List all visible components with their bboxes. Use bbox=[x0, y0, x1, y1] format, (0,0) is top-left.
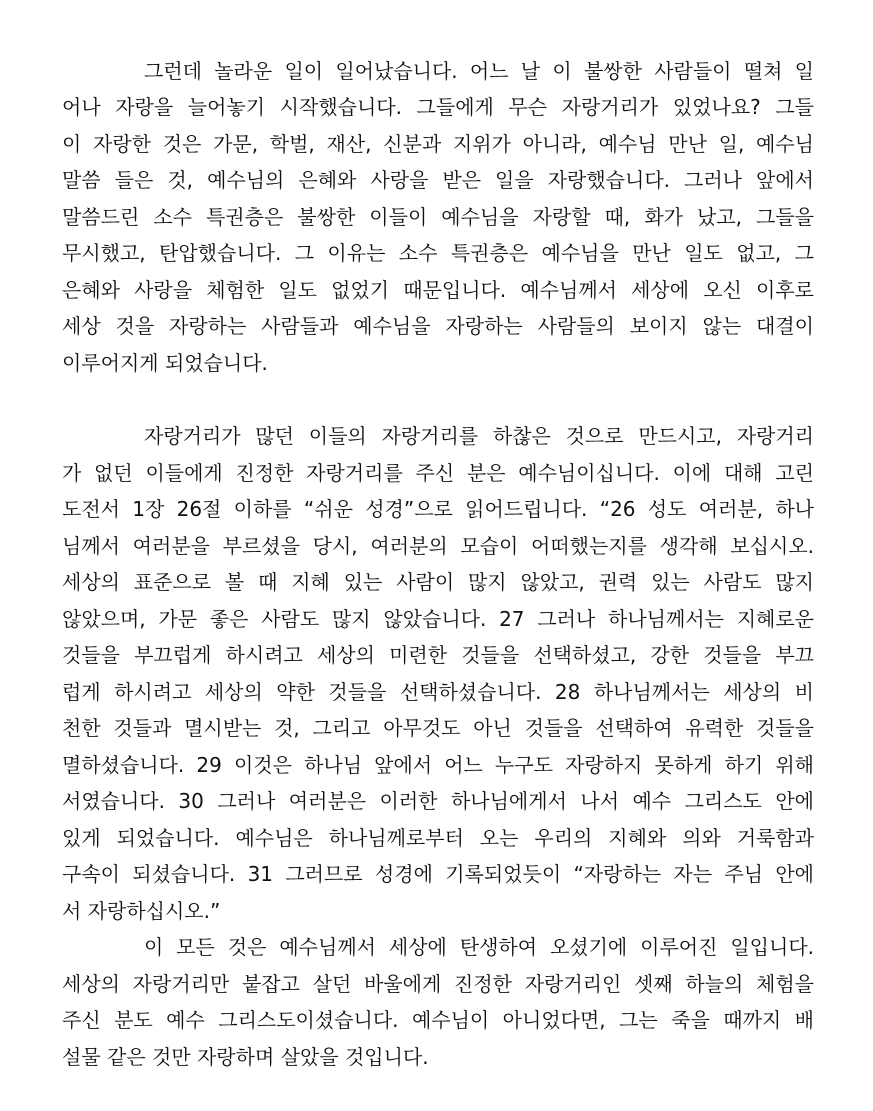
paragraph-3-line-2: 세상의 자랑거리만 붙잡고 살던 바울에게 진정한 자랑거리인 셋째 하늘의 체험을 bbox=[62, 972, 814, 996]
paragraph-1-line-5: 말씀드린 소수 특권층은 불쌍한 이들이 예수님을 자랑할 때, 화가 났고, 그들을 bbox=[62, 205, 814, 229]
paragraph-2-line-13: 구속이 되셨습니다. 31 그러므로 성경에 기록되었듯이 “자랑하는 자는 주님 안에 bbox=[62, 862, 814, 886]
paragraph-2-line-11: 서였습니다. 30 그러나 여러분은 이러한 하나님에게서 나서 예수 그리스도 안에 bbox=[62, 789, 814, 813]
paragraph-2-line-10: 멸하셨습니다. 29 이것은 하나님 앞에서 어느 누구도 자랑하지 못하게 하기 위해 bbox=[62, 753, 814, 777]
paragraph-1-line-7: 은혜와 사랑을 체험한 일도 없었기 때문입니다. 예수님께서 세상에 오신 이후로 bbox=[62, 278, 814, 302]
paragraph-2-line-2: 가 없던 이들에게 진정한 자랑거리를 주신 분은 예수님이십니다. 이에 대해 고린 bbox=[62, 461, 814, 485]
paragraph-1-line-6: 무시했고, 탄압했습니다. 그 이유는 소수 특권층은 예수님을 만난 일도 없고, 그 bbox=[62, 241, 814, 265]
paragraph-2-line-3: 도전서 1장 26절 이하를 “쉬운 성경”으로 읽어드립니다. “26 성도 여러분, 하나 bbox=[62, 497, 814, 521]
paragraph-2-line-6: 않았으며, 가문 좋은 사람도 많지 않았습니다. 27 그러나 하나님께서는 지혜로운 bbox=[62, 607, 814, 631]
paragraph-1-line-8: 세상 것을 자랑하는 사람들과 예수님을 자랑하는 사람들의 보이지 않는 대결이 bbox=[62, 314, 814, 338]
paragraph-1-line-4: 말씀 들은 것, 예수님의 은혜와 사랑을 받은 일을 자랑했습니다. 그러나 앞에서 bbox=[62, 168, 814, 192]
paragraph-2-line-9: 천한 것들과 멸시받는 것, 그리고 아무것도 아닌 것들을 선택하여 유력한 것들을 bbox=[62, 716, 814, 740]
paragraph-1-line-9: 이루어지게 되었습니다. bbox=[62, 351, 268, 375]
paragraph-1-line-1: 그런데 놀라운 일이 일어났습니다. 어느 날 이 불쌍한 사람들이 떨쳐 일 bbox=[144, 59, 814, 83]
paragraph-2-line-1: 자랑거리가 많던 이들의 자랑거리를 하찮은 것으로 만드시고, 자랑거리 bbox=[144, 424, 814, 448]
paragraph-2-line-7: 것들을 부끄럽게 하시려고 세상의 미련한 것들을 선택하셨고, 강한 것들을 부끄 bbox=[62, 643, 814, 667]
paragraph-3-line-4: 설물 같은 것만 자랑하며 살았을 것입니다. bbox=[62, 1045, 429, 1069]
paragraph-2-line-14: 서 자랑하십시오.” bbox=[62, 899, 221, 923]
paragraph-3-line-1: 이 모든 것은 예수님께서 세상에 탄생하여 오셨기에 이루어진 일입니다. bbox=[144, 935, 814, 959]
paragraph-1-line-2: 어나 자랑을 늘어놓기 시작했습니다. 그들에게 무슨 자랑거리가 있었나요? 그들 bbox=[62, 95, 814, 119]
paragraph-2-line-12: 있게 되었습니다. 예수님은 하나님께로부터 오는 우리의 지혜와 의와 거룩함과 bbox=[62, 826, 814, 850]
paragraph-2-line-5: 세상의 표준으로 볼 때 지혜 있는 사람이 많지 않았고, 권력 있는 사람도 많지 bbox=[62, 570, 814, 594]
paragraph-3-line-3: 주신 분도 예수 그리스도이셨습니다. 예수님이 아니었다면, 그는 죽을 때까지 배 bbox=[62, 1008, 814, 1032]
paragraph-2-line-4: 님께서 여러분을 부르셨을 당시, 여러분의 모습이 어떠했는지를 생각해 보십시오. bbox=[62, 534, 814, 558]
paragraph-1-line-3: 이 자랑한 것은 가문, 학벌, 재산, 신분과 지위가 아니라, 예수님 만난 일, 예수님 bbox=[62, 132, 814, 156]
paragraph-2-line-8: 럽게 하시려고 세상의 약한 것들을 선택하셨습니다. 28 하나님께서는 세상의 비 bbox=[62, 680, 814, 704]
